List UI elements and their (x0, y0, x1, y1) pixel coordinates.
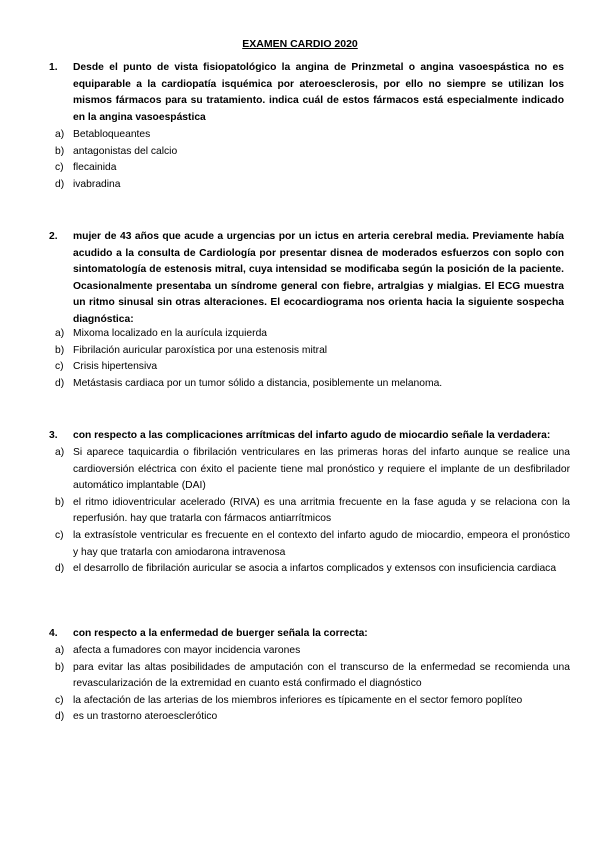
option-text: la extrasístole ventricular es frecuente en el contexto del infarto agudo de miocardio, empeora el pronóstico y hay que tratarla con amiodarona intravenosa (73, 529, 570, 558)
option-text: Mixoma localizado en la aurícula izquierda (73, 328, 268, 339)
option-text: Si aparece taquicardia o fibrilación ventriculares en las primeras horas del infarto aunque se realice una cardioversión eléctrica con éxito el paciente tiene mal pronóstico y requiere el implante de un desfibrilador automático implantable (DAI) (73, 447, 570, 492)
option-a[interactable] (55, 643, 570, 660)
option-letter: d) (55, 711, 65, 723)
option-letter: a) (55, 447, 65, 458)
option-a[interactable] (55, 326, 570, 343)
option-letter: d) (55, 563, 65, 575)
option-letter: b) (55, 145, 65, 157)
option-letter: b) (55, 344, 65, 356)
option-d[interactable] (55, 561, 570, 578)
question-3-options (55, 445, 570, 578)
option-text: la afectación de las arterias de los miembros inferiores es típicamente en el sector femoro poplíteo (73, 694, 523, 706)
question-number: 1. (49, 62, 58, 73)
option-b[interactable] (55, 343, 570, 360)
question-1 (49, 60, 564, 126)
option-letter: c) (55, 361, 64, 373)
option-text: afecta a fumadores con mayor incidencia varones (73, 645, 301, 656)
option-text: Betabloqueantes (73, 129, 151, 140)
question-4-options (55, 643, 570, 726)
option-b[interactable] (55, 660, 570, 693)
option-letter: b) (55, 661, 65, 673)
option-c[interactable] (55, 528, 570, 561)
option-letter: d) (55, 178, 65, 190)
option-d[interactable] (55, 177, 570, 194)
option-text: flecainida (73, 162, 117, 174)
option-d[interactable] (55, 709, 570, 726)
question-number: 2. (49, 231, 58, 242)
question-1-options (55, 127, 570, 193)
option-text: ivabradina (73, 178, 121, 190)
option-c[interactable] (55, 693, 570, 710)
question-stem: con respecto a las complicaciones arrítmicas del infarto agudo de miocardio señale la verdadera: (73, 430, 551, 441)
option-d[interactable] (55, 376, 570, 393)
option-a[interactable] (55, 127, 570, 144)
option-text: es un trastorno ateroesclerótico (73, 711, 218, 723)
question-2-options (55, 326, 570, 392)
option-b[interactable] (55, 144, 570, 161)
question-3 (49, 428, 564, 445)
option-text: el ritmo idioventricular acelerado (RIVA) es una arritmia frecuente en la fase aguda y se relaciona con la reperfusión. hay que tratarla con fármacos antiarrítmicos (73, 496, 570, 525)
option-b[interactable] (55, 495, 570, 528)
question-2 (49, 229, 564, 329)
question-stem: con respecto a la enfermedad de buerger señala la correcta: (73, 628, 368, 639)
option-text: antagonistas del calcio (73, 145, 178, 157)
question-stem: mujer de 43 años que acude a urgencias por un ictus en arteria cerebral media. Previamente había acudido a la consulta de Cardiología por presentar disnea de moderados esfuerzos con soplo con sintomatología de estenosis mitral, cuya intensidad se modificaba según la posición de la paciente. Ocasionalmente presentaba un síndrome general con fiebre, artralgias y mialgias. El ECG muestra un ritmo sinusal sin otras alteraciones. El ecocardiograma nos orienta hacia la siguiente sospecha diagnóstica: (73, 231, 564, 325)
question-stem: Desde el punto de vista fisiopatológico la angina de Prinzmetal o angina vasoespástica no es equiparable a la cardiopatía isquémica por ateroesclerosis, por ello no siempre se utilizan los mismos fármacos para su tratamiento. indica cuál de estos fármacos está especialmente indicado en la angina vasoespástica (73, 62, 564, 123)
option-text: para evitar las altas posibilidades de amputación con el transcurso de la enfermedad se recomienda una revascularización de la extremidad en cuanto está confirmado el diagnóstico (73, 661, 570, 690)
page-title: EXAMEN CARDIO 2020 (242, 38, 358, 50)
option-letter: a) (55, 645, 65, 656)
question-4 (49, 626, 564, 643)
question-number: 4. (49, 628, 58, 639)
option-letter: b) (55, 496, 65, 508)
option-letter: a) (55, 129, 65, 140)
option-text: Metástasis cardiaca por un tumor sólido a distancia, posiblemente un melanoma. (73, 377, 443, 389)
option-c[interactable] (55, 359, 570, 376)
option-letter: d) (55, 377, 65, 389)
option-letter: c) (55, 529, 64, 541)
option-text: Crisis hipertensiva (73, 361, 158, 373)
option-letter: c) (55, 694, 64, 706)
option-a[interactable] (55, 445, 570, 495)
option-c[interactable] (55, 160, 570, 177)
question-number: 3. (49, 430, 58, 441)
option-letter: c) (55, 162, 64, 174)
option-text: el desarrollo de fibrilación auricular se asocia a infartos complicados y extensos con insuficiencia cardiaca (73, 563, 557, 575)
option-letter: a) (55, 328, 65, 339)
option-text: Fibrilación auricular paroxística por una estenosis mitral (73, 344, 328, 356)
